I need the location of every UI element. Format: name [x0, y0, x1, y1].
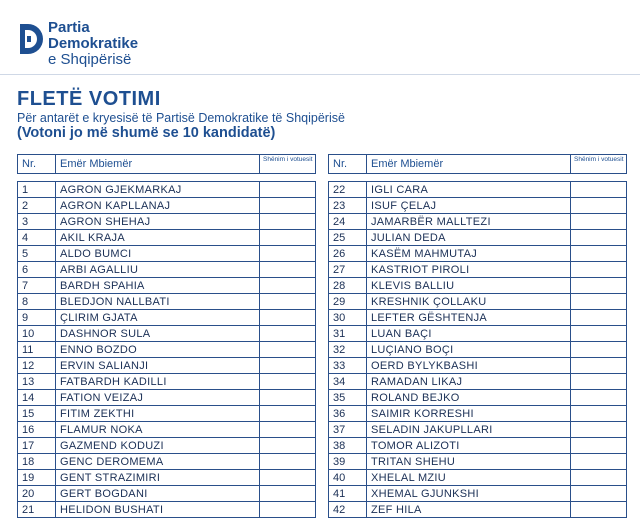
candidate-row: [329, 422, 627, 438]
candidate-number: 17: [18, 438, 56, 454]
candidate-row: [18, 454, 316, 470]
table-spacer-row: [329, 174, 627, 182]
table-header-row: [18, 155, 316, 174]
candidate-number: 3: [18, 214, 56, 230]
vote-mark-cell[interactable]: [260, 198, 316, 214]
party-name: [48, 20, 138, 68]
spacer-cell: [260, 174, 316, 182]
candidate-row: [329, 406, 627, 422]
vote-mark-cell[interactable]: [571, 326, 627, 342]
ballot-instruction: (Votoni jo më shumë se 10 kandidatë): [17, 125, 276, 141]
vote-mark-cell[interactable]: [260, 422, 316, 438]
candidate-row: [329, 454, 627, 470]
candidate-name: IGLI CARA: [367, 182, 571, 198]
spacer-cell: [18, 174, 56, 182]
party-logo-icon: [17, 22, 43, 56]
vote-mark-cell[interactable]: [571, 454, 627, 470]
candidate-number: 15: [18, 406, 56, 422]
candidate-name: JULIAN DEDA: [367, 230, 571, 246]
vote-mark-cell[interactable]: [260, 486, 316, 502]
candidate-row: [329, 262, 627, 278]
candidate-row: [329, 230, 627, 246]
candidate-row: [18, 358, 316, 374]
candidate-name: FATION VEIZAJ: [56, 390, 260, 406]
candidate-row: [18, 310, 316, 326]
candidate-row: [18, 502, 316, 518]
candidate-row: [329, 326, 627, 342]
candidate-name: ERVIN SALIANJI: [56, 358, 260, 374]
candidate-name: BLEDJON NALLBATI: [56, 294, 260, 310]
candidate-number: 36: [329, 406, 367, 422]
candidate-row: [18, 230, 316, 246]
vote-mark-cell[interactable]: [571, 502, 627, 518]
candidate-number: 38: [329, 438, 367, 454]
vote-mark-cell[interactable]: [260, 214, 316, 230]
candidate-row: [329, 374, 627, 390]
candidate-number: 27: [329, 262, 367, 278]
vote-mark-cell[interactable]: [571, 278, 627, 294]
candidate-name: FLAMUR NOKA: [56, 422, 260, 438]
spacer-cell: [56, 174, 260, 182]
candidate-name: XHELAL MZIU: [367, 470, 571, 486]
candidate-number: 42: [329, 502, 367, 518]
candidate-number: 19: [18, 470, 56, 486]
table-header-row: [329, 155, 627, 174]
vote-mark-cell[interactable]: [571, 438, 627, 454]
candidate-number: 8: [18, 294, 56, 310]
candidate-row: [18, 294, 316, 310]
spacer-cell: [329, 174, 367, 182]
vote-mark-cell[interactable]: [571, 406, 627, 422]
candidate-name: RAMADAN LIKAJ: [367, 374, 571, 390]
vote-mark-cell[interactable]: [260, 246, 316, 262]
candidate-number: 13: [18, 374, 56, 390]
candidate-number: 14: [18, 390, 56, 406]
candidate-number: 29: [329, 294, 367, 310]
candidate-name: DASHNOR SULA: [56, 326, 260, 342]
candidate-number: 30: [329, 310, 367, 326]
candidate-number: 35: [329, 390, 367, 406]
party-name-line3: e Shqipërisë: [48, 51, 132, 68]
candidate-name: FATBARDH KADILLI: [56, 374, 260, 390]
candidate-name: ROLAND BEJKO: [367, 390, 571, 406]
candidate-number: 6: [18, 262, 56, 278]
candidate-name: KASTRIOT PIROLI: [367, 262, 571, 278]
vote-mark-cell[interactable]: [571, 198, 627, 214]
candidate-row: [329, 438, 627, 454]
party-name-line2: Demokratike: [48, 35, 139, 52]
vote-mark-cell[interactable]: [571, 486, 627, 502]
candidate-name: ZEF HILA: [367, 502, 571, 518]
candidate-number: 16: [18, 422, 56, 438]
candidate-number: 25: [329, 230, 367, 246]
vote-mark-cell[interactable]: [260, 262, 316, 278]
column-header-mark: Shënim i votuesit: [571, 155, 627, 174]
vote-mark-cell[interactable]: [260, 358, 316, 374]
vote-mark-cell[interactable]: [571, 422, 627, 438]
candidate-name: ARBI AGALLIU: [56, 262, 260, 278]
candidate-row: [18, 486, 316, 502]
candidate-name: KLEVIS BALLIU: [367, 278, 571, 294]
spacer-cell: [367, 174, 571, 182]
candidate-name: SAIMIR KORRESHI: [367, 406, 571, 422]
candidate-name: LUÇIANO BOÇI: [367, 342, 571, 358]
candidate-name: TOMOR ALIZOTI: [367, 438, 571, 454]
candidate-row: [329, 390, 627, 406]
vote-mark-cell[interactable]: [260, 342, 316, 358]
candidate-number: 11: [18, 342, 56, 358]
candidate-name: AGRON KAPLLANAJ: [56, 198, 260, 214]
candidate-number: 24: [329, 214, 367, 230]
candidate-row: [329, 486, 627, 502]
candidate-row: [18, 262, 316, 278]
candidate-name: TRITAN SHEHU: [367, 454, 571, 470]
candidate-row: [329, 214, 627, 230]
candidate-row: [329, 294, 627, 310]
candidate-name: LEFTER GËSHTENJA: [367, 310, 571, 326]
vote-mark-cell[interactable]: [571, 294, 627, 310]
candidate-number: 28: [329, 278, 367, 294]
candidate-number: 40: [329, 470, 367, 486]
candidate-name: GAZMEND KODUZI: [56, 438, 260, 454]
candidate-number: 5: [18, 246, 56, 262]
candidate-name: KRESHNIK ÇOLLAKU: [367, 294, 571, 310]
vote-mark-cell[interactable]: [260, 374, 316, 390]
vote-mark-cell[interactable]: [571, 358, 627, 374]
vote-mark-cell[interactable]: [571, 374, 627, 390]
candidate-number: 1: [18, 182, 56, 198]
candidate-name: SELADIN JAKUPLLARI: [367, 422, 571, 438]
candidate-row: [329, 310, 627, 326]
candidate-number: 10: [18, 326, 56, 342]
vote-mark-cell[interactable]: [260, 310, 316, 326]
candidate-name: ALDO BUMCI: [56, 246, 260, 262]
candidate-row: [329, 278, 627, 294]
vote-mark-cell[interactable]: [260, 326, 316, 342]
candidate-name: GERT BOGDANI: [56, 486, 260, 502]
candidate-number: 22: [329, 182, 367, 198]
party-name-line1: Partia: [48, 19, 90, 36]
candidate-name: GENC DEROMEMA: [56, 454, 260, 470]
candidate-row: [329, 470, 627, 486]
candidate-row: [18, 438, 316, 454]
column-header-name: Emër Mbiemër: [56, 155, 260, 174]
candidate-row: [329, 246, 627, 262]
candidate-name: ÇLIRIM GJATA: [56, 310, 260, 326]
candidate-row: [18, 214, 316, 230]
candidate-name: XHEMAL GJUNKSHI: [367, 486, 571, 502]
candidate-row: [329, 358, 627, 374]
candidate-row: [18, 246, 316, 262]
candidate-table-left: [17, 154, 316, 518]
candidate-number: 18: [18, 454, 56, 470]
candidate-number: 4: [18, 230, 56, 246]
candidate-number: 39: [329, 454, 367, 470]
ballot-title: FLETË VOTIMI: [17, 88, 161, 110]
candidate-row: [18, 278, 316, 294]
vote-mark-cell[interactable]: [571, 246, 627, 262]
vote-mark-cell[interactable]: [260, 182, 316, 198]
spacer-cell: [571, 174, 627, 182]
candidate-number: 23: [329, 198, 367, 214]
table-spacer-row: [18, 174, 316, 182]
column-header-mark: Shënim i votuesit: [260, 155, 316, 174]
vote-mark-cell[interactable]: [571, 214, 627, 230]
column-header-nr: Nr.: [329, 155, 367, 174]
candidate-row: [329, 342, 627, 358]
candidate-number: 20: [18, 486, 56, 502]
candidate-row: [329, 198, 627, 214]
candidate-number: 32: [329, 342, 367, 358]
candidate-number: 7: [18, 278, 56, 294]
vote-mark-cell[interactable]: [260, 470, 316, 486]
vote-mark-cell[interactable]: [571, 310, 627, 326]
candidate-number: 37: [329, 422, 367, 438]
candidate-name: KASËM MAHMUTAJ: [367, 246, 571, 262]
candidate-row: [18, 342, 316, 358]
candidate-row: [18, 182, 316, 198]
candidate-number: 33: [329, 358, 367, 374]
column-header-name: Emër Mbiemër: [367, 155, 571, 174]
vote-mark-cell[interactable]: [260, 438, 316, 454]
candidate-row: [18, 470, 316, 486]
vote-mark-cell[interactable]: [260, 230, 316, 246]
candidate-name: AKIL KRAJA: [56, 230, 260, 246]
candidate-row: [329, 502, 627, 518]
candidate-row: [18, 198, 316, 214]
candidate-name: JAMARBËR MALLTEZI: [367, 214, 571, 230]
column-header-nr: Nr.: [18, 155, 56, 174]
vote-mark-cell[interactable]: [260, 294, 316, 310]
candidate-name: AGRON SHEHAJ: [56, 214, 260, 230]
candidate-number: 21: [18, 502, 56, 518]
candidate-name: ENNO BOZDO: [56, 342, 260, 358]
candidate-name: AGRON GJEKMARKAJ: [56, 182, 260, 198]
vote-mark-cell[interactable]: [260, 406, 316, 422]
candidate-row: [329, 182, 627, 198]
vote-mark-cell[interactable]: [571, 342, 627, 358]
candidate-name: ISUF ÇELAJ: [367, 198, 571, 214]
candidate-number: 9: [18, 310, 56, 326]
candidate-row: [18, 390, 316, 406]
candidate-number: 31: [329, 326, 367, 342]
candidate-name: LUAN BAÇI: [367, 326, 571, 342]
vote-mark-cell[interactable]: [571, 470, 627, 486]
vote-mark-cell[interactable]: [571, 262, 627, 278]
candidate-row: [18, 422, 316, 438]
vote-mark-cell[interactable]: [571, 390, 627, 406]
candidate-name: HELIDON BUSHATI: [56, 502, 260, 518]
candidate-row: [18, 326, 316, 342]
candidate-name: GENT STRAZIMIRI: [56, 470, 260, 486]
vote-mark-cell[interactable]: [260, 454, 316, 470]
vote-mark-cell[interactable]: [260, 390, 316, 406]
vote-mark-cell[interactable]: [260, 502, 316, 518]
candidate-number: 41: [329, 486, 367, 502]
candidate-row: [18, 374, 316, 390]
vote-mark-cell[interactable]: [571, 182, 627, 198]
candidate-row: [18, 406, 316, 422]
header-divider: [0, 74, 640, 75]
candidate-number: 26: [329, 246, 367, 262]
vote-mark-cell[interactable]: [571, 230, 627, 246]
vote-mark-cell[interactable]: [260, 278, 316, 294]
candidate-name: BARDH SPAHIA: [56, 278, 260, 294]
candidate-name: OERD BYLYKBASHI: [367, 358, 571, 374]
candidate-number: 2: [18, 198, 56, 214]
candidate-number: 12: [18, 358, 56, 374]
candidate-name: FITIM ZEKTHI: [56, 406, 260, 422]
candidate-number: 34: [329, 374, 367, 390]
ballot-subtitle: Për antarët e kryesisë të Partisë Demokratike të Shqipërisë: [17, 111, 345, 125]
party-header: [17, 18, 217, 72]
candidate-table-right: [328, 154, 627, 518]
